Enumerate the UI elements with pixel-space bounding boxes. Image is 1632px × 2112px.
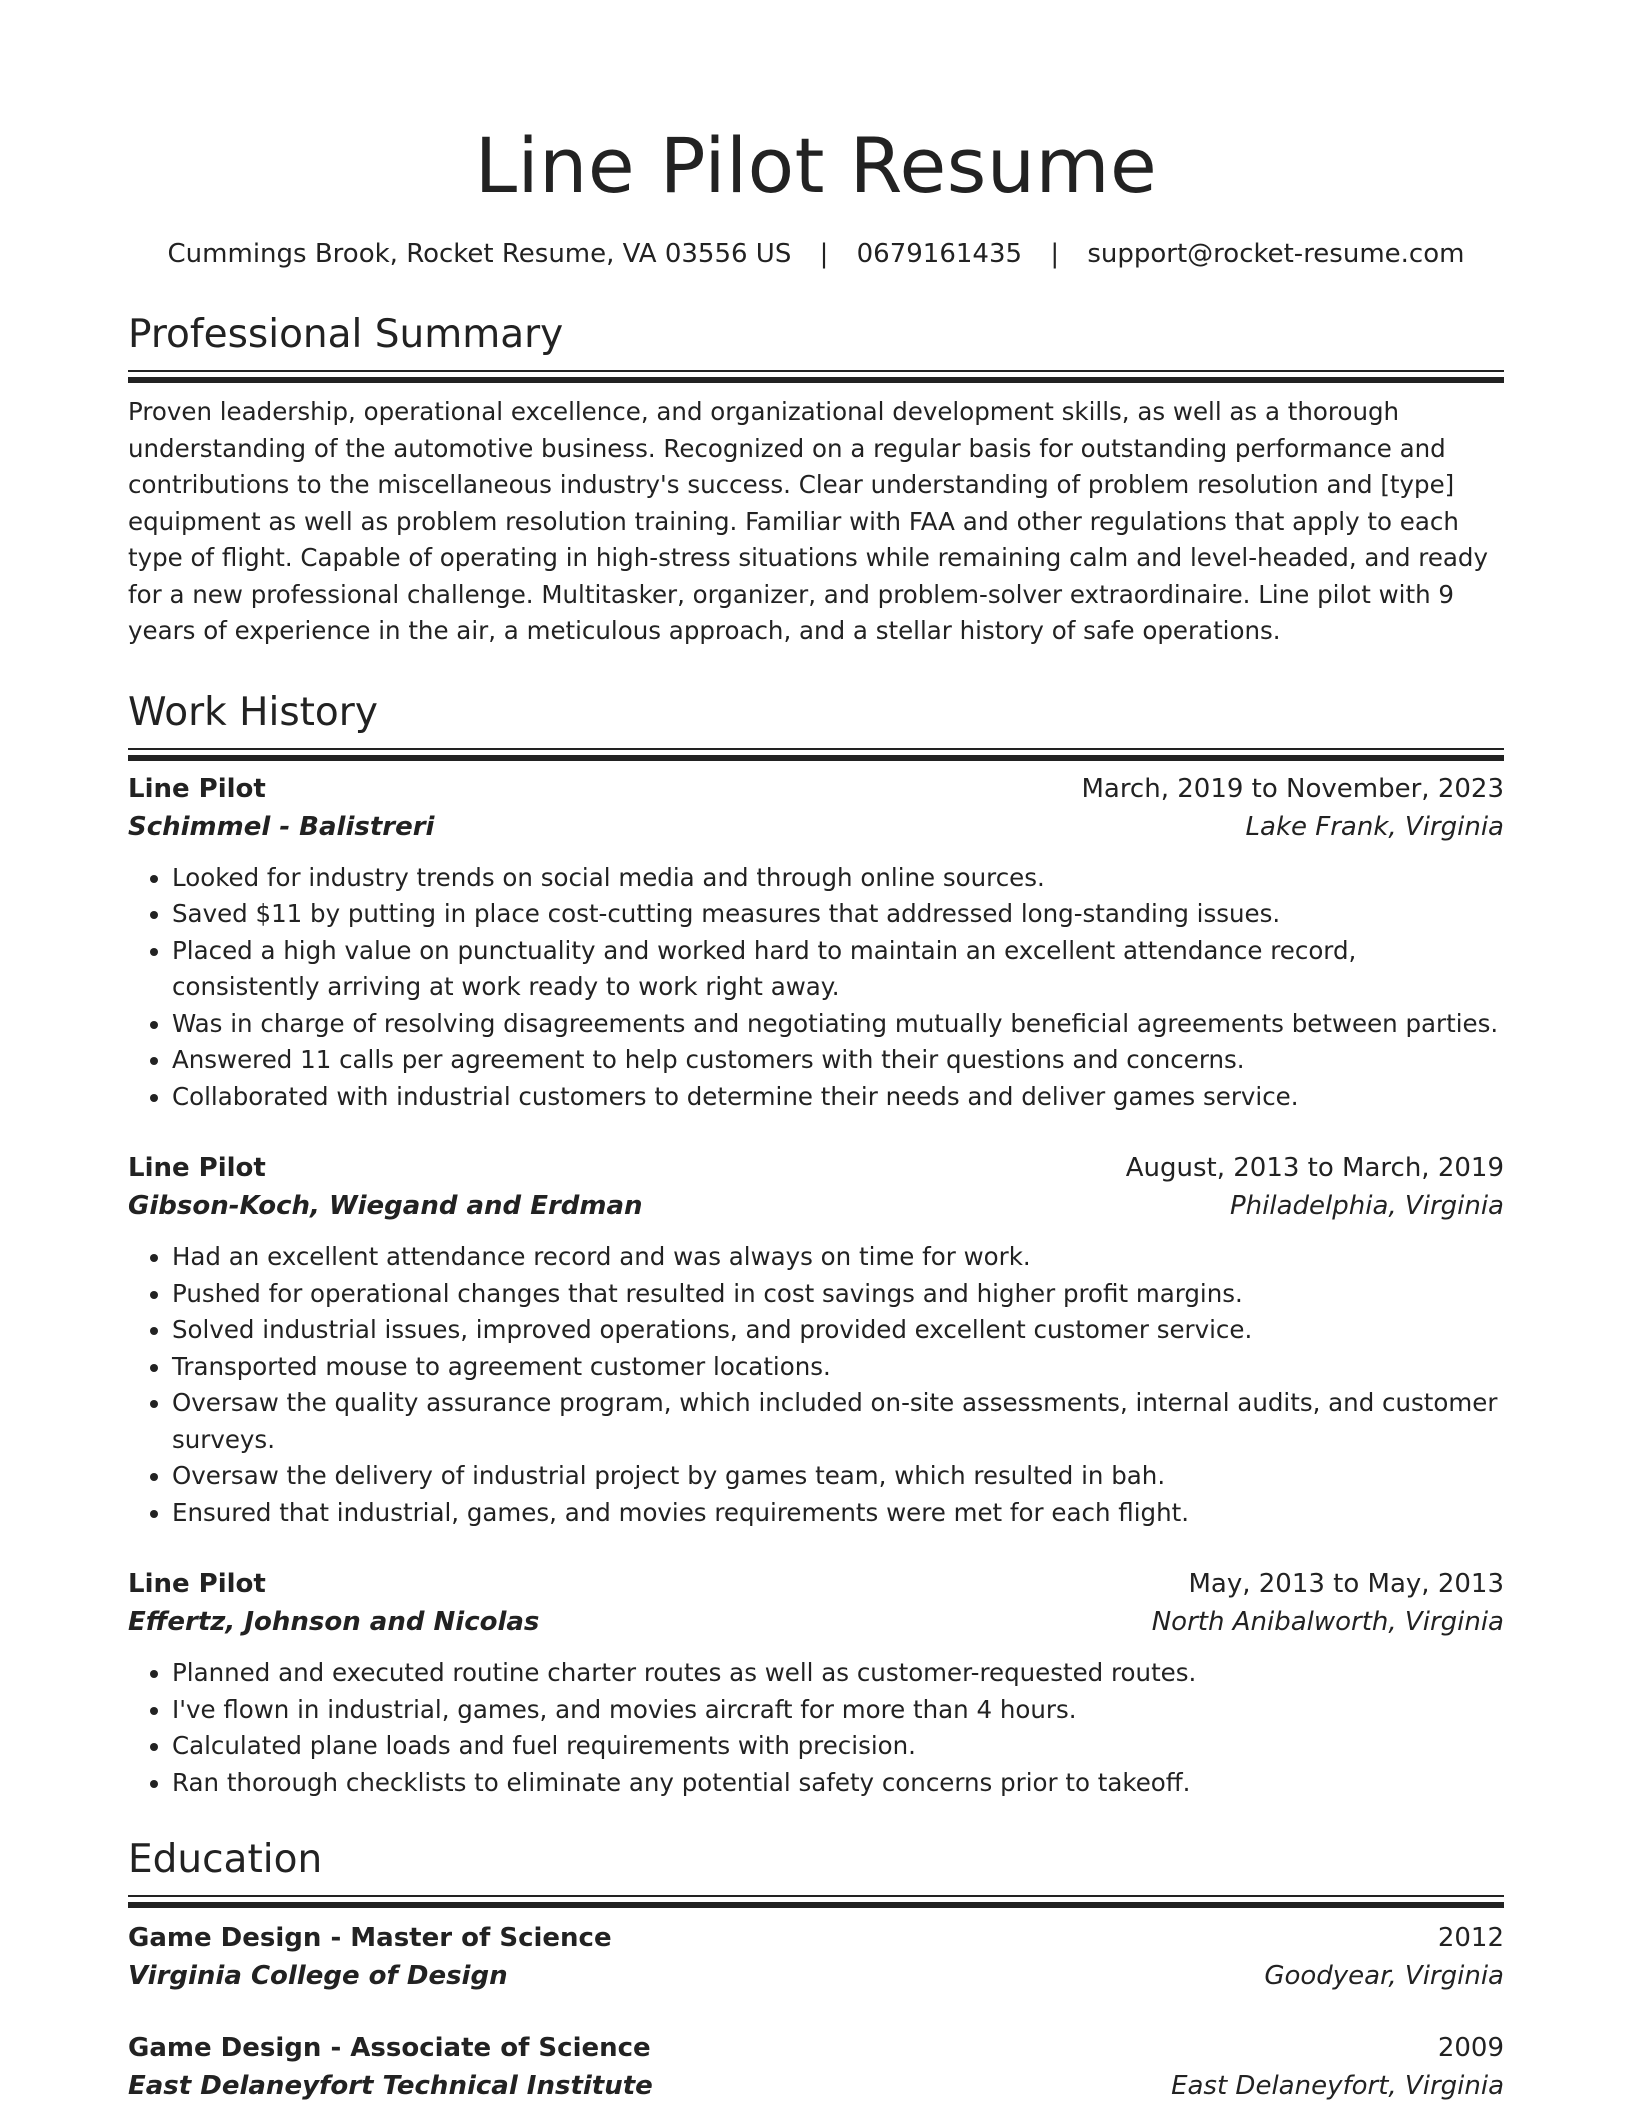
job-location: North Anibalworth, Virginia (1151, 1607, 1504, 1637)
contact-line (128, 236, 1504, 272)
job-org-row (128, 1187, 1504, 1225)
job-bullet: • Transported mouse to agreement customer locations. (172, 1349, 1504, 1386)
job-dates: March, 2019 to November, 2023 (1081, 773, 1504, 804)
job-bullet: • I've flown in industrial, games, and movies aircraft for more than 4 hours. (172, 1692, 1504, 1729)
education-school: East Delaneyfort Technical Institute (128, 2071, 653, 2101)
job-bullets (128, 1239, 1504, 1531)
job-dates: August, 2013 to March, 2019 (1125, 1153, 1504, 1183)
education-degree: Game Design - Master of Science (128, 1923, 612, 1953)
job-bullet: • Ensured that industrial, games, and movies requirements were met for each flight. (172, 1495, 1504, 1532)
job-bullets (128, 1655, 1504, 1801)
education-header-row (128, 2029, 1504, 2067)
job-location: Lake Frank, Virginia (1245, 811, 1504, 842)
education-section (128, 1835, 1504, 2105)
education-school-row (128, 1957, 1504, 1995)
job-bullet: • Pushed for operational changes that resulted in cost savings and higher profit margins. (172, 1276, 1504, 1313)
job-entry (128, 770, 1504, 1116)
contact-separator: | (1050, 239, 1060, 269)
job-title: Line Pilot (128, 1153, 266, 1183)
education-year: 2012 (1437, 1923, 1504, 1953)
job-bullet: • Collaborated with industrial customers to determine their needs and deliver games service. (172, 1079, 1504, 1116)
job-dates: May, 2013 to May, 2013 (1188, 1569, 1504, 1599)
professional-summary-section (128, 310, 1504, 650)
job-title: Line Pilot (128, 1569, 266, 1599)
job-bullet: • Looked for industry trends on social media and through online sources. (172, 860, 1504, 897)
job-company: Effertz, Johnson and Nicolas (128, 1607, 540, 1637)
resume-title: Line Pilot Resume (474, 121, 1158, 210)
job-bullet: • Had an excellent attendance record and was always on time for work. (172, 1239, 1504, 1276)
job-bullet: • Was in charge of resolving disagreements and negotiating mutually beneficial agreements between parties. (172, 1006, 1504, 1043)
job-bullet: • Ran thorough checklists to eliminate any potential safety concerns prior to takeoff. (172, 1765, 1504, 1802)
job-company: Gibson-Koch, Wiegand and Erdman (128, 1191, 643, 1221)
job-bullets (128, 860, 1504, 1116)
education-degree: Game Design - Associate of Science (128, 2033, 651, 2063)
job-bullet: • Saved $11 by putting in place cost-cutting measures that addressed long-standing issues. (172, 896, 1504, 933)
job-header-row (128, 770, 1504, 808)
job-header-row (128, 1149, 1504, 1187)
section-divider (128, 1895, 1504, 1897)
job-bullet: • Oversaw the quality assurance program, which included on-site assessments, internal audits, and customer surveys. (172, 1385, 1504, 1458)
job-bullet: • Oversaw the delivery of industrial project by games team, which resulted in bah. (172, 1458, 1504, 1495)
job-bullet: • Placed a high value on punctuality and worked hard to maintain an excellent attendance record, consistently arriving at work ready to work right away. (172, 933, 1504, 1006)
job-title: Line Pilot (128, 773, 266, 804)
summary-text: Proven leadership, operational excellence, and organizational development skills, as well as a thorough understanding of the automotive business. Recognized on a regular basis for outstanding performance and contributions to the miscellaneous industry's success. Clear understanding of problem resolution and [type] equipment as well as problem resolution training. Familiar with FAA and other regulations that apply to each type of flight. Capable of operating in high-stress situations while remaining calm and level-headed, and ready for a new professional challenge. Multitasker, organizer, and problem-solver extraordinaire. Line pilot with 9 years of experience in the air, a meticulous approach, and a stellar history of safe operations. (128, 397, 1488, 645)
section-heading-education: Education (128, 1837, 323, 1882)
job-org-row (128, 1603, 1504, 1641)
job-company: Schimmel - Balistreri (128, 811, 435, 842)
work-history-section (128, 688, 1504, 1802)
education-year: 2009 (1437, 2033, 1504, 2063)
education-location: East Delaneyfort, Virginia (1171, 2071, 1504, 2101)
education-entry (128, 2029, 1504, 2105)
job-entry (128, 1565, 1504, 1801)
education-school-row (128, 2067, 1504, 2105)
job-entry (128, 1149, 1504, 1531)
job-bullet: • Answered 11 calls per agreement to help customers with their questions and concerns. (172, 1042, 1504, 1079)
contact-phone: 0679161435 (856, 239, 1023, 269)
section-divider (128, 370, 1504, 372)
education-school: Virginia College of Design (128, 1961, 508, 1991)
education-entry (128, 1919, 1504, 1995)
job-bullet: • Solved industrial issues, improved operations, and provided excellent customer service. (172, 1312, 1504, 1349)
job-location: Philadelphia, Virginia (1230, 1191, 1504, 1221)
job-org-row (128, 808, 1504, 846)
section-heading-work: Work History (128, 689, 378, 735)
contact-email: support@rocket-resume.com (1087, 239, 1465, 269)
education-header-row (128, 1919, 1504, 1957)
contact-address: Cummings Brook, Rocket Resume, VA 03556 US (167, 239, 792, 269)
job-bullet: • Calculated plane loads and fuel requirements with precision. (172, 1728, 1504, 1765)
section-heading-summary: Professional Summary (128, 312, 564, 357)
job-header-row (128, 1565, 1504, 1603)
education-location: Goodyear, Virginia (1264, 1961, 1504, 1991)
job-bullet: • Planned and executed routine charter routes as well as customer-requested routes. (172, 1655, 1504, 1692)
contact-separator: | (819, 239, 829, 269)
section-divider (128, 748, 1504, 750)
